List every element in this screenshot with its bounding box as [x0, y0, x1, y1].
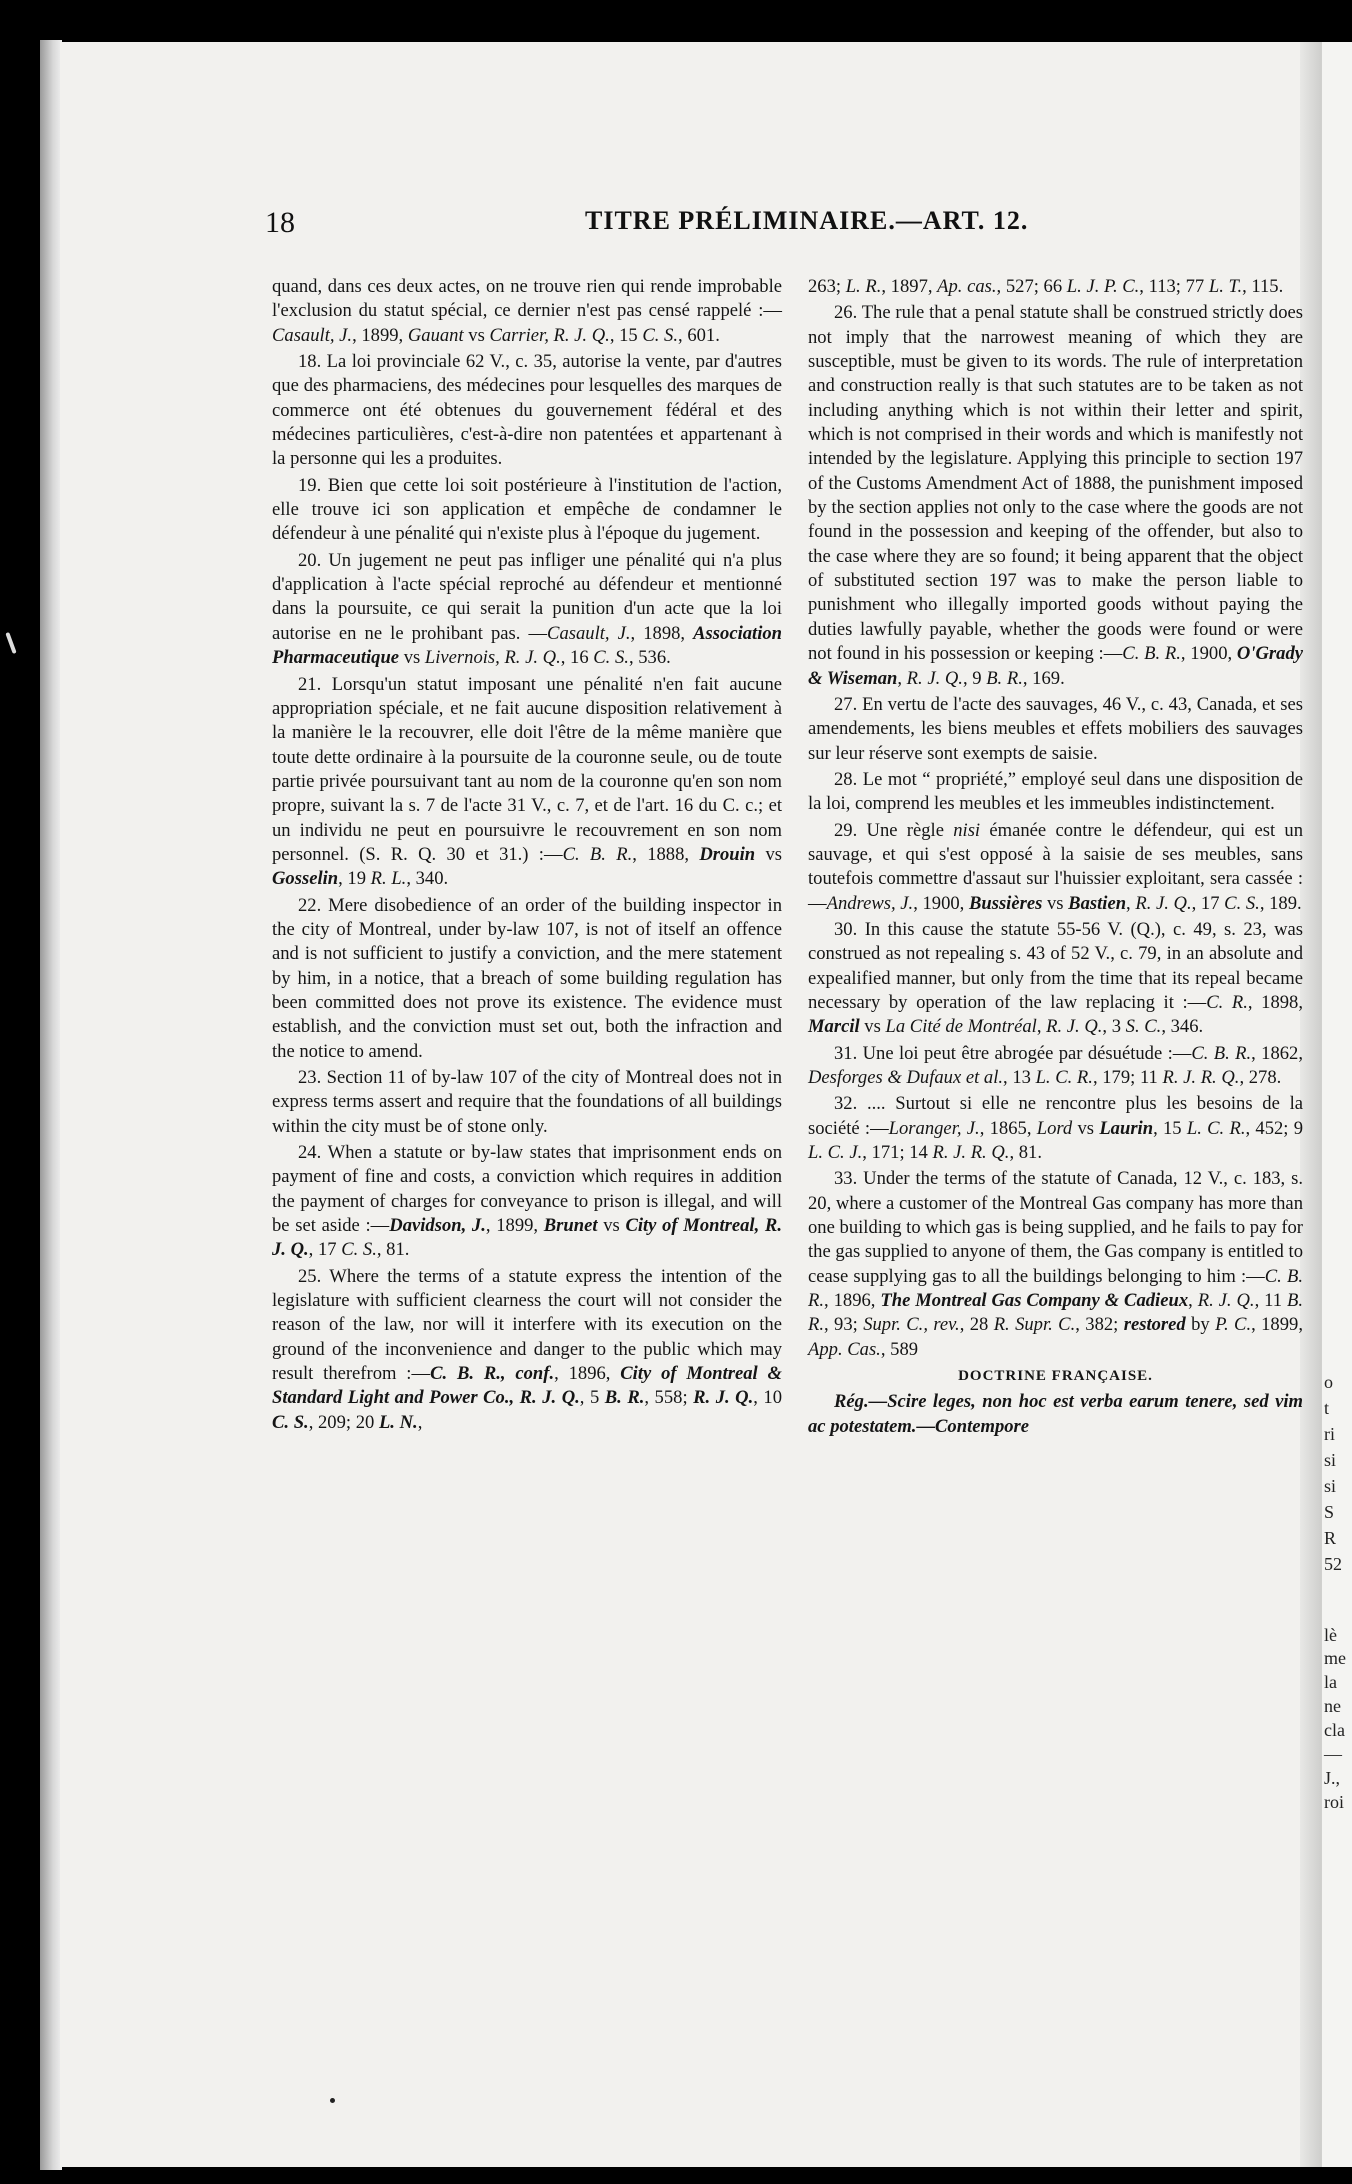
body-text: 32. .... Surtout si elle ne rencontre plus les besoins de la société :—: [808, 1093, 1303, 1139]
citation-text: C. S.: [593, 647, 629, 669]
citation-text: City of Montreal, R. J. Q.: [272, 1215, 782, 1261]
paragraph: [272, 474, 782, 547]
body-text: , 527; 66: [996, 276, 1067, 297]
body-text: by: [1185, 1314, 1216, 1336]
adjacent-page-text: la: [1324, 1672, 1337, 1692]
citation-text: Lord: [1036, 1117, 1073, 1139]
adjacent-page-text: ri: [1324, 1424, 1335, 1444]
paragraph: [272, 1265, 782, 1435]
body-text: , 1896,: [554, 1363, 621, 1385]
adjacent-page-text: J.,: [1324, 1768, 1341, 1788]
paragraph: [272, 549, 782, 671]
adjacent-page-text: roi: [1324, 1792, 1344, 1812]
body-text: 24. When a statute or by-law states that imprisonment ends on payment of fine and costs, a conviction which requires in addition the payment of charges for conveyance to prison is illegal, and will be set aside :—: [272, 1142, 782, 1237]
body-text: vs: [1072, 1117, 1100, 1139]
citation-text: L. C. R.: [1035, 1067, 1093, 1088]
scan-speck: [5, 632, 16, 654]
citation-text: C. B. R.: [1122, 643, 1181, 665]
citation-text: B. R.: [604, 1387, 645, 1409]
citation-text: C. B. R.: [562, 843, 633, 865]
body-text: , 93;: [824, 1314, 864, 1336]
body-text: ,: [1036, 1016, 1047, 1038]
adjacent-page-text: si: [1324, 1476, 1337, 1496]
body-text: , 15: [1153, 1117, 1187, 1139]
citation-text: R. J. Q.: [1046, 1016, 1103, 1038]
body-text: , 278.: [1239, 1067, 1282, 1088]
body-text: , 13: [1003, 1067, 1036, 1088]
body-text: 31. Une loi peut être abrogée par désuétude :—: [834, 1042, 1192, 1064]
section-heading: [808, 1364, 1303, 1388]
citation-text: B. R.: [808, 1290, 1304, 1336]
citation-text: R. J. Q.: [1197, 1290, 1255, 1312]
citation-text: C. B. R.: [1191, 1042, 1252, 1064]
body-text: 21. Lorsqu'un statut imposant une pénalité n'en fait aucune appropriation spéciale, et ne fait aucune disposition relativement à la manière le la recouvrer, elle doit l'être de la même manière que toute dette ordinaire à la poursuite de la couronne seule, ou de toute partie privée poursuivant tant au nom de la couronne qu'en son nom propre, suivant la s. 7 de l'acte 31 V., c. 7, et de l'art. 16 du C. c.; et un individu ne peut en poursuivre le recouvrement en son nom personnel. (S. R. Q. 30 et 31.) :—: [272, 673, 782, 865]
body-text: , 17: [1191, 892, 1225, 914]
body-text: 29. Une règle: [834, 819, 954, 841]
body-text: , 346.: [1161, 1016, 1204, 1038]
body-text: ,: [897, 667, 907, 689]
citation-text: Rég.—Scire leges, non hoc est verba earum tenere, sed vim ac potestatem.—Contempore: [808, 1391, 1303, 1437]
citation-text: S. C.: [1125, 1016, 1162, 1038]
body-text: , 1900,: [1180, 643, 1237, 665]
body-text: vs: [463, 324, 490, 346]
body-text: 30. In this cause the statute 55-56 V. (Q.), c. 49, s. 23, was construed as not repealing s. 43 of 52 V., c. 79, in an absolute and expealified manner, but only from the time that its repeal became necessary by operation of the law replacing it :—: [808, 918, 1303, 1013]
citation-text: Gosselin: [272, 868, 339, 890]
citation-text: L. N.: [378, 1411, 418, 1433]
paragraph: [808, 1390, 1303, 1439]
adjacent-page-text: t: [1324, 1398, 1330, 1418]
body-text: , 1898,: [1247, 991, 1303, 1013]
paragraph: [272, 350, 782, 472]
paragraph: [808, 1092, 1303, 1165]
body-text: , 382;: [1075, 1314, 1124, 1336]
body-text: 26. The rule that a penal statute shall be construed strictly does not imply that the narrowest meaning of which they are susceptible, must be given to its words. The rule of interpretation and construction really is that such statutes are to be taken as not including anything which is not within their letter and spirit, which is not comprised in their words and which is manifestly not intended by the legislature. Applying this principle to section 197 of the Customs Amendment Act of 1888, the punishment imposed by the section applies not only to the case where the goods are not found in the possession and keeping of the offender, but also to the case where they are so found; it being apparent that the object of substituted section 197 was to make the person liable to punishment who illegally imported goods without paying the duties lawfully payable, whether the goods were found or were not found in his possession or keeping :—: [808, 302, 1303, 665]
adjacent-page-text: S: [1324, 1502, 1335, 1522]
citation-text: L. J. P. C.: [1066, 276, 1140, 297]
citation-text: The Montreal Gas Company & Cadieux: [880, 1290, 1189, 1312]
adjacent-page-text: cla: [1324, 1720, 1345, 1740]
body-text: , 81.: [376, 1239, 410, 1261]
citation-text: R. L.: [370, 868, 407, 890]
citation-text: Bastien: [1068, 892, 1127, 914]
citation-text: Loranger, J.: [888, 1117, 980, 1139]
body-text: 18. La loi provinciale 62 V., c. 35, autorise la vente, par d'autres que des pharmaciens, des médecines pour lesquelles des marques de commerce ont été obtenues du gouvernement fédéral et des médecines particulières, c'est-à-dire non patentées et appartenant à la personne qui les a produites.: [272, 351, 782, 470]
citation-text: nisi: [953, 819, 981, 841]
citation-text: R. J. Q.: [906, 667, 963, 689]
adjacent-page-text: 52: [1324, 1554, 1342, 1574]
paragraph: [808, 1167, 1303, 1362]
paragraph: [808, 918, 1303, 1040]
body-text: 27. En vertu de l'acte des sauvages, 46 V., c. 43, Canada, et ses amendements, les biens meubles et effets mobiliers des sauvages sur leur réserve sont exempts de saisie.: [808, 693, 1303, 764]
adjacent-page-text: o: [1324, 1372, 1333, 1392]
running-header: [265, 198, 1305, 242]
page-left-edge: [40, 40, 62, 2170]
body-text: , 340.: [406, 868, 449, 890]
body-text: , 5: [579, 1387, 605, 1409]
body-text: , 171; 14: [862, 1142, 933, 1164]
body-text: , 3: [1102, 1016, 1126, 1038]
citation-text: Andrews, J.: [826, 892, 914, 914]
body-text: 23. Section 11 of by-law 107 of the city of Montreal does not in express terms assert and require that the foundations of all buildings within the city must be of stone only.: [272, 1067, 782, 1137]
citation-text: C. B. R.: [808, 1265, 1303, 1312]
body-text: , 81.: [1009, 1142, 1042, 1164]
body-text: , 11: [1254, 1290, 1287, 1312]
page-number: 18: [265, 206, 295, 239]
adjacent-page-text: si: [1324, 1450, 1337, 1470]
body-text: , 28: [959, 1314, 994, 1336]
body-text: , 1900,: [913, 892, 969, 914]
paragraph: [272, 1141, 782, 1263]
body-text: , 1899,: [485, 1215, 544, 1237]
body-text: DOCTRINE FRANÇAISE.: [958, 1368, 1153, 1385]
body-text: vs: [399, 647, 425, 669]
body-text: , 10: [753, 1387, 783, 1409]
body-text: , 1898,: [630, 622, 694, 644]
citation-text: Bussières: [968, 892, 1043, 914]
paragraph: [272, 673, 782, 892]
paragraph: [808, 301, 1303, 691]
body-text: , 558;: [644, 1387, 694, 1409]
body-text: , 169.: [1022, 667, 1065, 689]
body-text: , 589: [880, 1338, 919, 1360]
citation-text: Association Pharmaceutique: [272, 622, 783, 669]
body-text: vs: [597, 1215, 626, 1237]
body-text: , 16: [560, 647, 594, 669]
body-text: , 17: [308, 1239, 342, 1261]
citation-text: Ap. cas.: [937, 276, 997, 297]
citation-text: L. C. R.: [1186, 1117, 1246, 1139]
body-text: 25. Where the terms of a statute express the intention of the legislature with sufficient clearness the court will not consider the reason of the law, nor will it interfere with its execution on the ground of the inconvenience and danger to the public which may result therefrom :—: [272, 1265, 782, 1385]
body-text: 33. Under the terms of the statute of Canada, 12 V., c. 183, s. 20, where a customer of the Montreal Gas company has more than one building to which gas is being supplied, and he fails to pay for the gas supplied to anyone of them, the Gas company is entitled to cease supplying gas to all the buildings belonging to him :—: [808, 1168, 1303, 1287]
adjacent-page-text: R: [1324, 1528, 1337, 1548]
citation-text: C. S.: [642, 324, 679, 346]
paragraph: [272, 275, 782, 348]
body-text: , 179; 11: [1092, 1067, 1163, 1088]
running-title: TITRE PRÉLIMINAIRE.—ART. 12.: [585, 206, 1029, 235]
citation-text: App. Cas.: [808, 1338, 881, 1360]
citation-text: C. B. R., conf.: [430, 1363, 555, 1385]
citation-text: Supr. C., rev.: [863, 1314, 960, 1336]
body-text: 28. Le mot “ propriété,” employé seul dans une disposition de la loi, comprend les meubles et les immeubles indistinctement.: [808, 768, 1303, 815]
citation-text: Brunet: [543, 1215, 598, 1237]
body-text: ,: [1188, 1290, 1198, 1312]
paragraph: [272, 1066, 782, 1139]
citation-text: Gauant: [407, 324, 464, 346]
body-text: ,: [1126, 892, 1136, 914]
body-text: 263;: [808, 276, 846, 297]
paragraph: [808, 768, 1303, 817]
body-text: , 1888,: [632, 843, 700, 865]
body-text: vs: [755, 843, 782, 865]
body-text: quand, dans ces deux actes, on ne trouve rien qui rende improbable l'exclusion du statut spécial, ce dernier n'est pas censé rappelé :—: [272, 276, 782, 322]
body-text: 19. Bien que cette loi soit postérieure à l'institution de l'action, elle trouve ici son application et empêche de condamner le défendeur à une pénalité qui n'existe plus à l'époque du jugement.: [272, 474, 782, 545]
citation-text: La Cité de Montréal: [885, 1016, 1037, 1038]
body-text: vs: [859, 1016, 886, 1038]
citation-text: R. Supr. C.: [993, 1314, 1076, 1336]
body-text: , 19: [338, 868, 371, 890]
body-text: , 189.: [1259, 892, 1302, 914]
body-text: , 1865,: [979, 1117, 1037, 1139]
scan-speck: [330, 2098, 335, 2103]
citation-text: C. S.: [1224, 892, 1260, 914]
adjacent-page-text: me: [1324, 1648, 1346, 1668]
adjacent-page-text: ne: [1324, 1696, 1341, 1716]
paragraph: [808, 1042, 1303, 1091]
citation-text: Drouin: [699, 843, 756, 865]
citation-text: restored: [1123, 1314, 1186, 1336]
citation-text: Carrier, R. J. Q.: [489, 324, 610, 346]
citation-text: R. J. R. Q.: [932, 1142, 1010, 1164]
adjacent-page-fragment: [1322, 42, 1352, 2167]
body-text: 22. Mere disobedience of an order of the building inspector in the city of Montreal, under by-law 107, is not of itself an offence and is not sufficient to justify a conviction, and the mere statement by him, in a notice, that a breach of some building regulation has been committed does not prove its existence. The evidence must establish, and the conviction must set out, both the infraction and the notice to amend.: [272, 894, 782, 1062]
body-text: , 209; 20: [308, 1411, 379, 1433]
citation-text: P. C.: [1215, 1314, 1252, 1336]
paragraph: [808, 275, 1303, 299]
adjacent-page-text: lè: [1324, 1625, 1337, 1645]
citation-text: R. J. Q.: [693, 1387, 754, 1409]
body-text: , 1899,: [352, 324, 408, 346]
citation-text: R. J. Q.: [1135, 892, 1192, 914]
citation-text: O'Grady & Wiseman: [808, 643, 1304, 689]
body-text: , 1897,: [881, 276, 938, 297]
citation-text: C. S.: [272, 1411, 309, 1433]
citation-text: Casault, J.: [272, 324, 353, 346]
body-text: vs: [1042, 892, 1069, 914]
body-text: ,: [417, 1411, 423, 1433]
paragraph: [272, 894, 782, 1064]
body-text: , 1862,: [1251, 1042, 1303, 1064]
body-text: 20. Un jugement ne peut pas infliger une pénalité qui n'a plus d'application à l'acte spécial reproché au défendeur et mentionné dans la poursuite, ce qui serait la punition d'un acte que la loi autorise en ne le prohibant pas. —: [272, 549, 782, 644]
citation-text: C. R.: [1206, 991, 1248, 1013]
citation-text: Livernois, R. J. Q.: [424, 647, 561, 669]
citation-text: Desforges & Dufaux et al.: [808, 1067, 1004, 1088]
right-text-column: [808, 275, 1303, 1441]
body-text: , 113; 77: [1139, 276, 1209, 297]
body-text: , 1896,: [824, 1290, 881, 1312]
body-text: émanée contre le défendeur, qui est un sauvage, et qui s'est opposé à la saisie de ses meubles, sans toutefois commettre d'assaut sur l'huissier exploitant, sera cassée : —: [808, 819, 1303, 914]
adjacent-page-text: —: [1324, 1744, 1342, 1764]
citation-text: Davidson, J.: [389, 1215, 486, 1237]
citation-text: Marcil: [808, 1016, 860, 1038]
body-text: , 601.: [678, 324, 720, 346]
citation-text: Casault, J.: [547, 622, 631, 644]
citation-text: L. R.: [845, 276, 882, 297]
citation-text: L. C. J.: [808, 1142, 863, 1164]
paragraph: [808, 819, 1303, 916]
paragraph: [808, 693, 1303, 766]
left-text-column: [272, 275, 782, 1437]
citation-text: City of Montreal & Standard Light and Power Co., R. J. Q.: [272, 1363, 783, 1409]
body-text: , 452; 9: [1245, 1117, 1304, 1139]
citation-text: Laurin: [1099, 1117, 1154, 1139]
citation-text: B. R.: [986, 667, 1023, 689]
citation-text: C. S.: [341, 1239, 377, 1261]
citation-text: R. J. R. Q.: [1162, 1067, 1240, 1088]
body-text: , 15: [609, 324, 643, 346]
body-text: , 115.: [1242, 276, 1284, 297]
citation-text: L. T.: [1208, 276, 1243, 297]
body-text: , 1899,: [1251, 1314, 1303, 1336]
body-text: , 536.: [628, 647, 671, 669]
body-text: , 9: [962, 667, 987, 689]
